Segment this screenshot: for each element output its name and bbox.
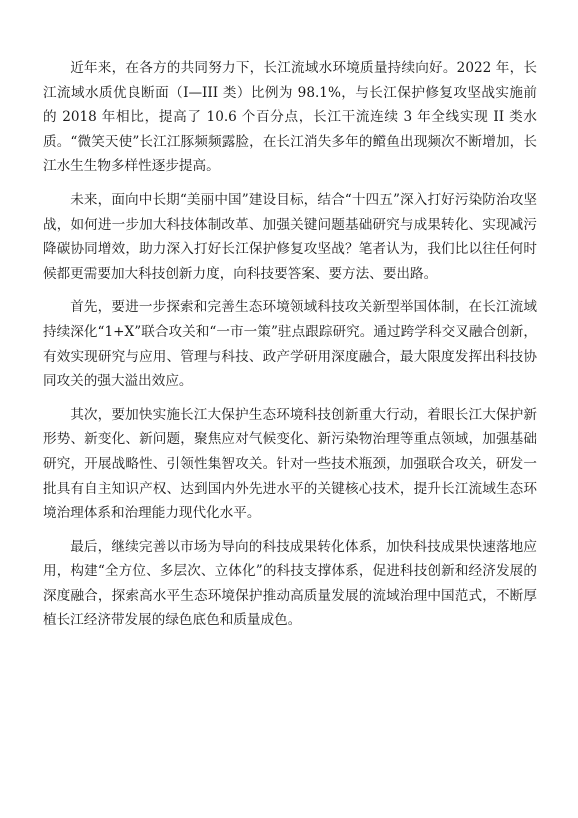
paragraph-last: 最后，继续完善以市场为导向的科技成果转化体系，加快科技成果快速落地应用，构建“全方位、多层次、立体化”的科技支撑体系，促进科技创新和经济发展的深度融合，探索高水平生态环境保护推动高质量发展的流域治理中国范式，不断厚植长江经济带发展的绿色底色和质量成色。 <box>43 538 537 629</box>
paragraph-first: 首先，要进一步探索和完善生态环境领域科技攻关新型举国体制，在长江流域持续深化“1+X”联合攻关和“一市一策”驻点跟踪研究。通过跨学科交叉融合创新，有效实现研究与应用、管理与科技、政产学研用深度融合，最大限度发挥出科技协同攻关的强大溢出效应。 <box>43 299 537 390</box>
paragraph-second: 其次，要加快实施长江大保护生态环境科技创新重大行动，着眼长江大保护新形势、新变化、新问题，聚焦应对气候变化、新污染物治理等重点领域，加强基础研究，开展战略性、引领性集智攻关。针对一些技术瓶颈，加强联合攻关，研发一批具有自主知识产权、达到国内外先进水平的关键核心技术，提升长江流域生态环境治理体系和治理能力现代化水平。 <box>43 406 537 522</box>
article-body <box>43 56 537 642</box>
paragraph-future: 未来，面向中长期“美丽中国”建设目标，结合“十四五”深入打好污染防治攻坚战，如何进一步加大科技体制改革、加强关键问题基础研究与成果转化、实现减污降碳协同增效，助力深入打好长江保护修复攻坚战？笔者认为，我们比以往任何时候都更需要加大科技创新力度，向科技要答案、要方法、要出路。 <box>43 191 537 282</box>
paragraph-intro: 近年来，在各方的共同努力下，长江流域水环境质量持续向好。2022 年，长江流域水质优良断面（I—III 类）比例为 98.1%，与长江保护修复攻坚战实施前的 2018 年相比，提高了 10.6 个百分点，长江干流连续 3 年全线实现 II 类水质。“微笑天使”长江江豚频频露脸，在长江消失多年的鳤鱼出现频次不断增加，长江水生生物多样性逐步提高。 <box>43 60 537 175</box>
